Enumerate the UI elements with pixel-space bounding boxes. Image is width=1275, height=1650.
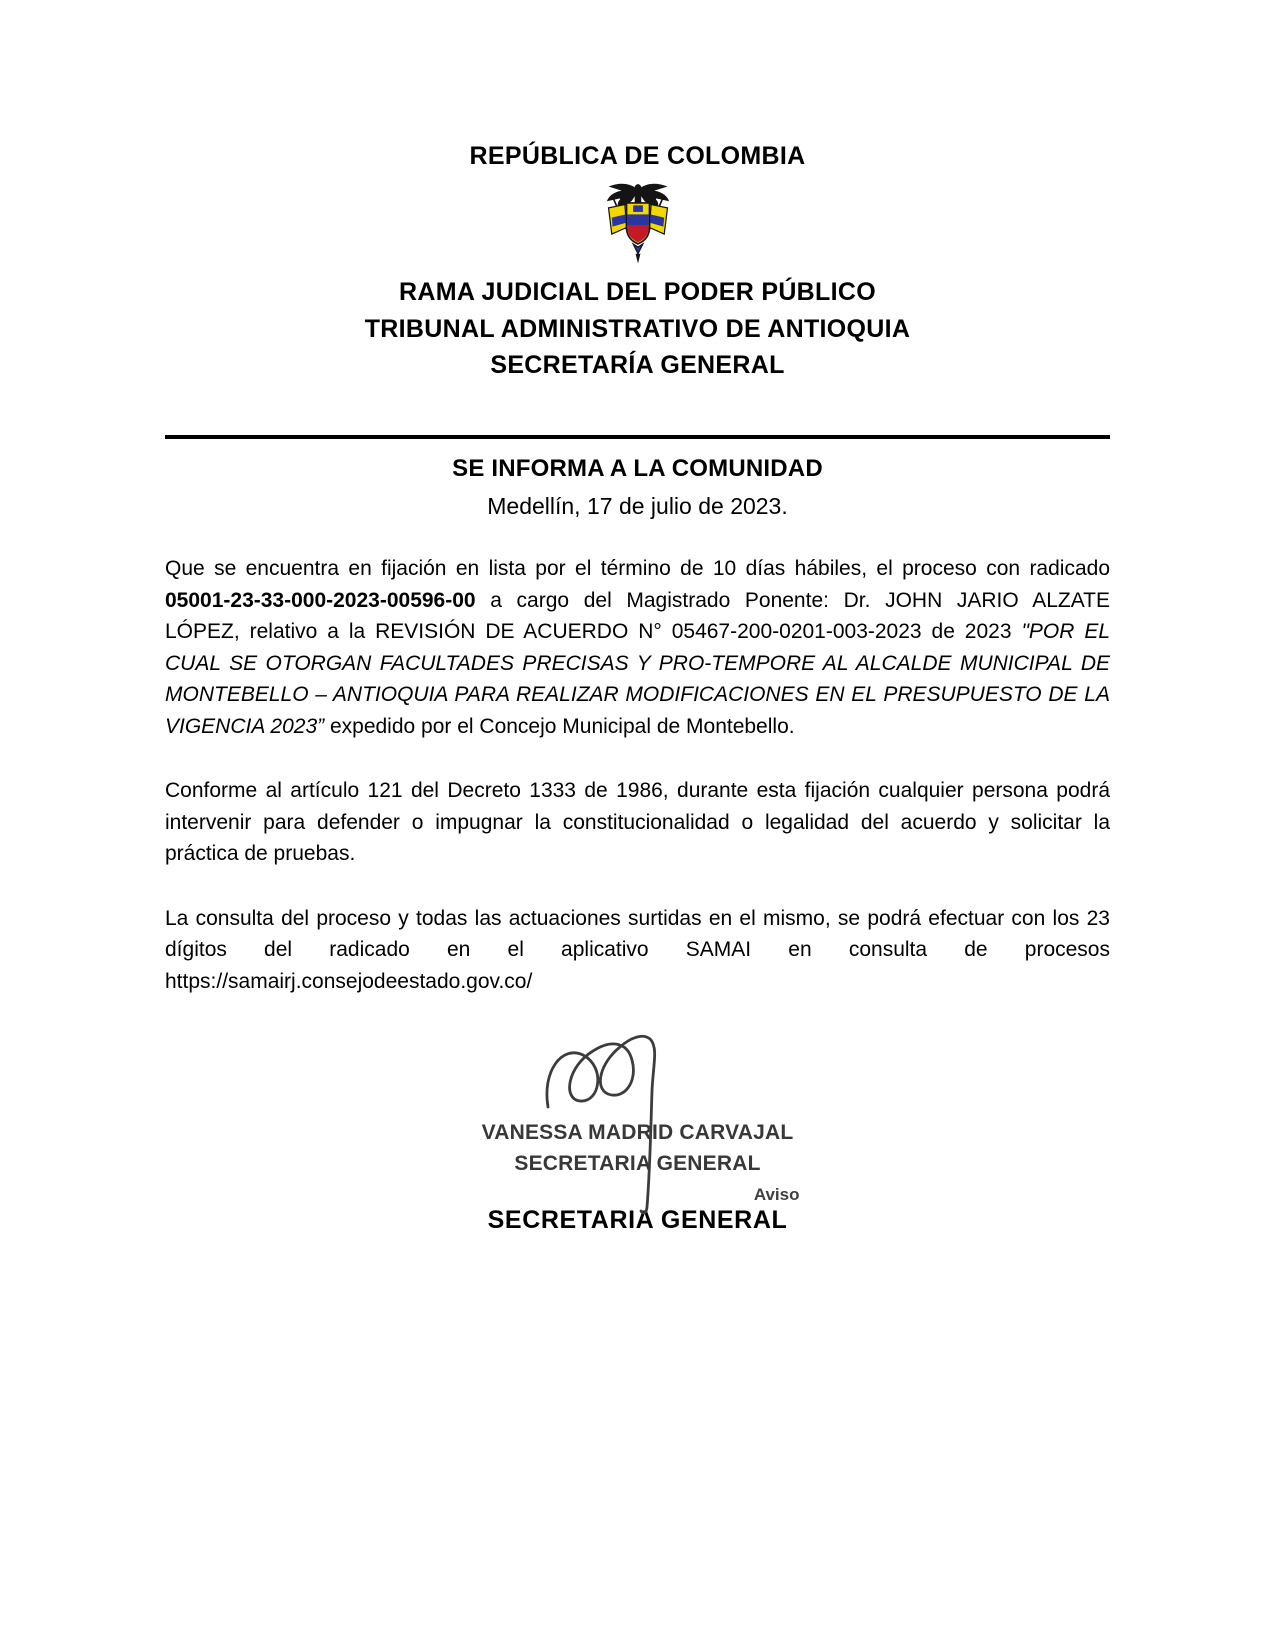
samai-url-link[interactable]: https://samairj.consejodeestado.gov.co/ — [165, 969, 533, 993]
paragraph-fijacion — [165, 553, 1110, 742]
notice-date: Medellín, 17 de julio de 2023. — [487, 493, 788, 519]
p1-acuerdo-quote: "POR EL CUAL SE OTORGAN FACULTADES PRECISAS Y PRO-TEMPORE AL ALCALDE MUNICIPAL DE MONTEBELLO – ANTIOQUIA PARA REALIZAR MODIFICACIONES EN EL PRESUPUESTO DE LA VIGENCIA 2023” — [165, 620, 1111, 738]
notice-title: SE INFORMA A LA COMUNIDAD — [452, 455, 823, 482]
paragraph-decreto: Conforme al artículo 121 del Decreto 1333 de 1986, durante esta fijación cualquier persona podrá intervenir para defender o impugnar la constitucionalidad o legalidad del acuerdo y solicitar la práctica de pruebas. — [165, 779, 1110, 865]
p1-mid: a cargo del Magistrado Ponente: Dr. JOHN JARIO ALZATE LÓPEZ, relativo a la REVISIÓN DE ACUERDO N° 05467-200-0201-003-2023 de 2023 — [165, 588, 1110, 643]
header-republic: REPÚBLICA DE COLOMBIA — [469, 142, 806, 170]
p1-end: expedido por el Concejo Municipal de Montebello. — [324, 714, 795, 738]
signature-block — [418, 1011, 858, 1251]
document-content — [165, 0, 1110, 1251]
stamp-aviso-label: Aviso — [753, 1185, 800, 1204]
stamp-signer-name: VANESSA MADRID CARVAJAL — [481, 1121, 794, 1144]
handwritten-signature — [536, 1011, 711, 1223]
paragraph-consulta — [165, 903, 1110, 998]
p1-radicado-number: 05001-23-33-000-2023-00596-00 — [165, 588, 476, 612]
header-branch: RAMA JUDICIAL DEL PODER PÚBLICO — [399, 278, 876, 307]
colombia-coat-of-arms-icon — [597, 180, 679, 266]
header-office: SECRETARÍA GENERAL — [490, 350, 785, 379]
p3-intro: La consulta del proceso y todas las actuaciones surtidas en el mismo, se podrá efectuar con los 23 dígitos del radicado en el aplicativo SAMAI en consulta de procesos — [165, 906, 1110, 961]
footer-office-title: SECRETARIA GENERAL — [487, 1206, 788, 1234]
header-court: TRIBUNAL ADMINISTRATIVO DE ANTIOQUIA — [364, 314, 911, 343]
p1-intro: Que se encuentra en fijación en lista por el término de 10 días hábiles, el proceso con radicado — [165, 557, 1110, 580]
coat-of-arms-container — [165, 180, 1110, 266]
stamp-signer-title: SECRETARIA GENERAL — [514, 1152, 761, 1175]
separator-rule — [165, 435, 1110, 439]
